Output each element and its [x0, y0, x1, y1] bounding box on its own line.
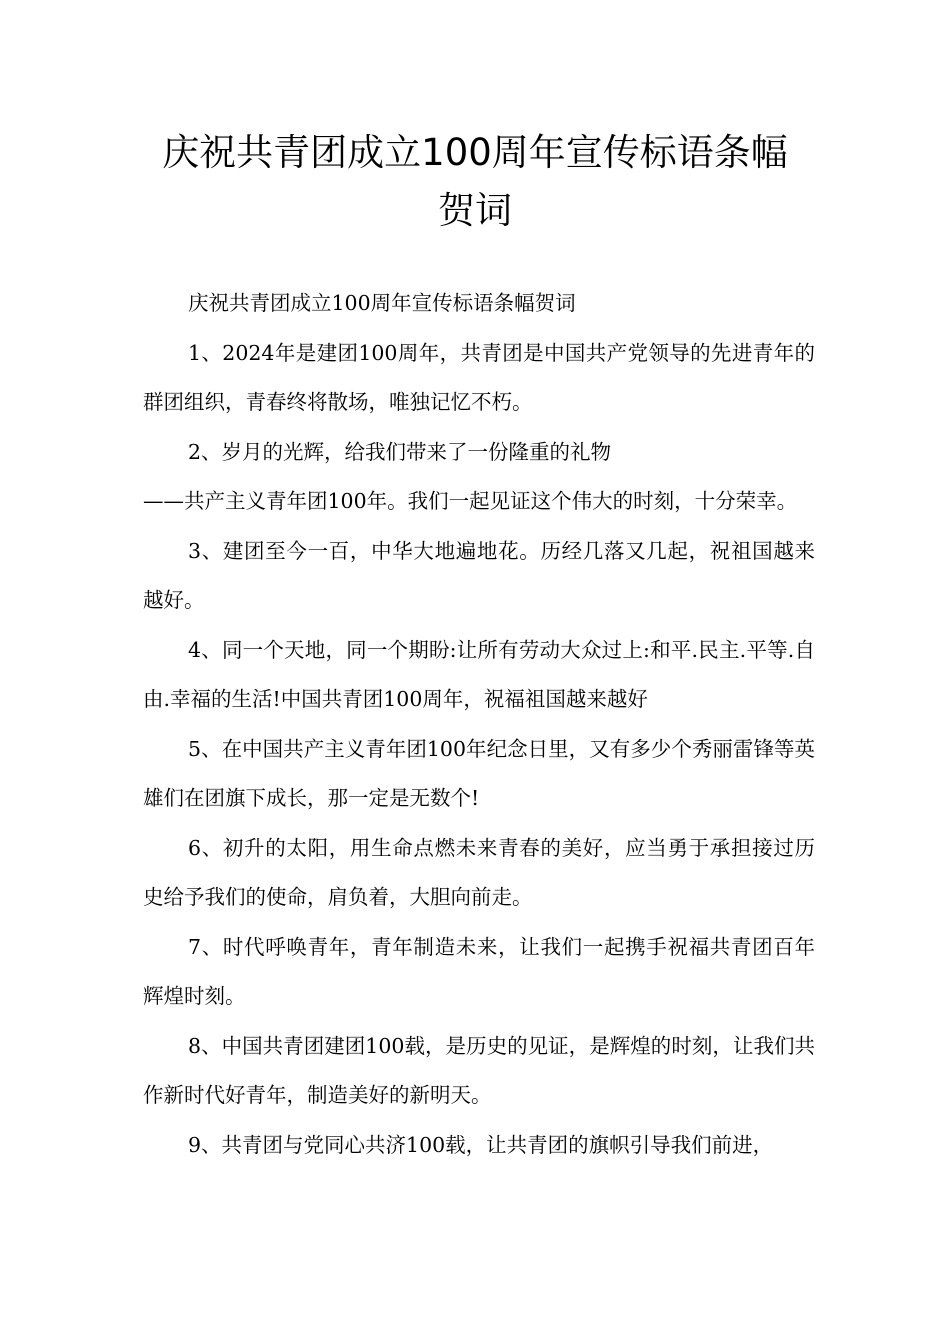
paragraph-6: 6、初升的太阳，用生命点燃未来青春的美好，应当勇于承担接过历史给予我们的使命，肩负着，大胆向前走。 — [143, 835, 815, 909]
paragraph-9: 9、共青团与党同心共济100载，让共青团的旗帜引导我们前进， — [188, 1132, 774, 1157]
document-body — [143, 279, 815, 1170]
paragraph-3: 3、建团至今一百，中华大地遍地花。历经几落又几起，祝祖国越来越好。 — [143, 538, 815, 612]
paragraph-5: 5、在中国共产主义青年团100年纪念日里，又有多少个秀丽雷锋等英雄们在团旗下成长，那一定是无数个! — [143, 736, 815, 810]
paragraph-1: 1、2024年是建团100周年，共青团是中国共产党领导的先进青年的群团组织，青春终将散场，唯独记忆不朽。 — [143, 340, 815, 414]
document-title — [120, 124, 830, 240]
title-line-2: 贺词 — [438, 189, 512, 232]
title-line-1: 庆祝共青团成立100周年宣传标语条幅 — [162, 131, 788, 174]
paragraph-7: 7、时代呼唤青年，青年制造未来，让我们一起携手祝福共青团百年辉煌时刻。 — [143, 934, 815, 1008]
paragraph-8: 8、中国共青团建团100载，是历史的见证，是辉煌的时刻，让我们共作新时代好青年，制造美好的新明天。 — [143, 1033, 815, 1107]
paragraph-2: 2、岁月的光辉，给我们带来了一份隆重的礼物 — [188, 439, 612, 464]
paragraph-intro: 庆祝共青团成立100周年宣传标语条幅贺词 — [188, 291, 576, 315]
paragraph-2-continued: ——共产主义青年团100年。我们一起见证这个伟大的时刻，十分荣幸。 — [143, 489, 798, 513]
paragraph-4: 4、同一个天地，同一个期盼:让所有劳动大众过上:和平.民主.平等.自由.幸福的生活!中国共青团100周年，祝福祖国越来越好 — [143, 637, 815, 711]
